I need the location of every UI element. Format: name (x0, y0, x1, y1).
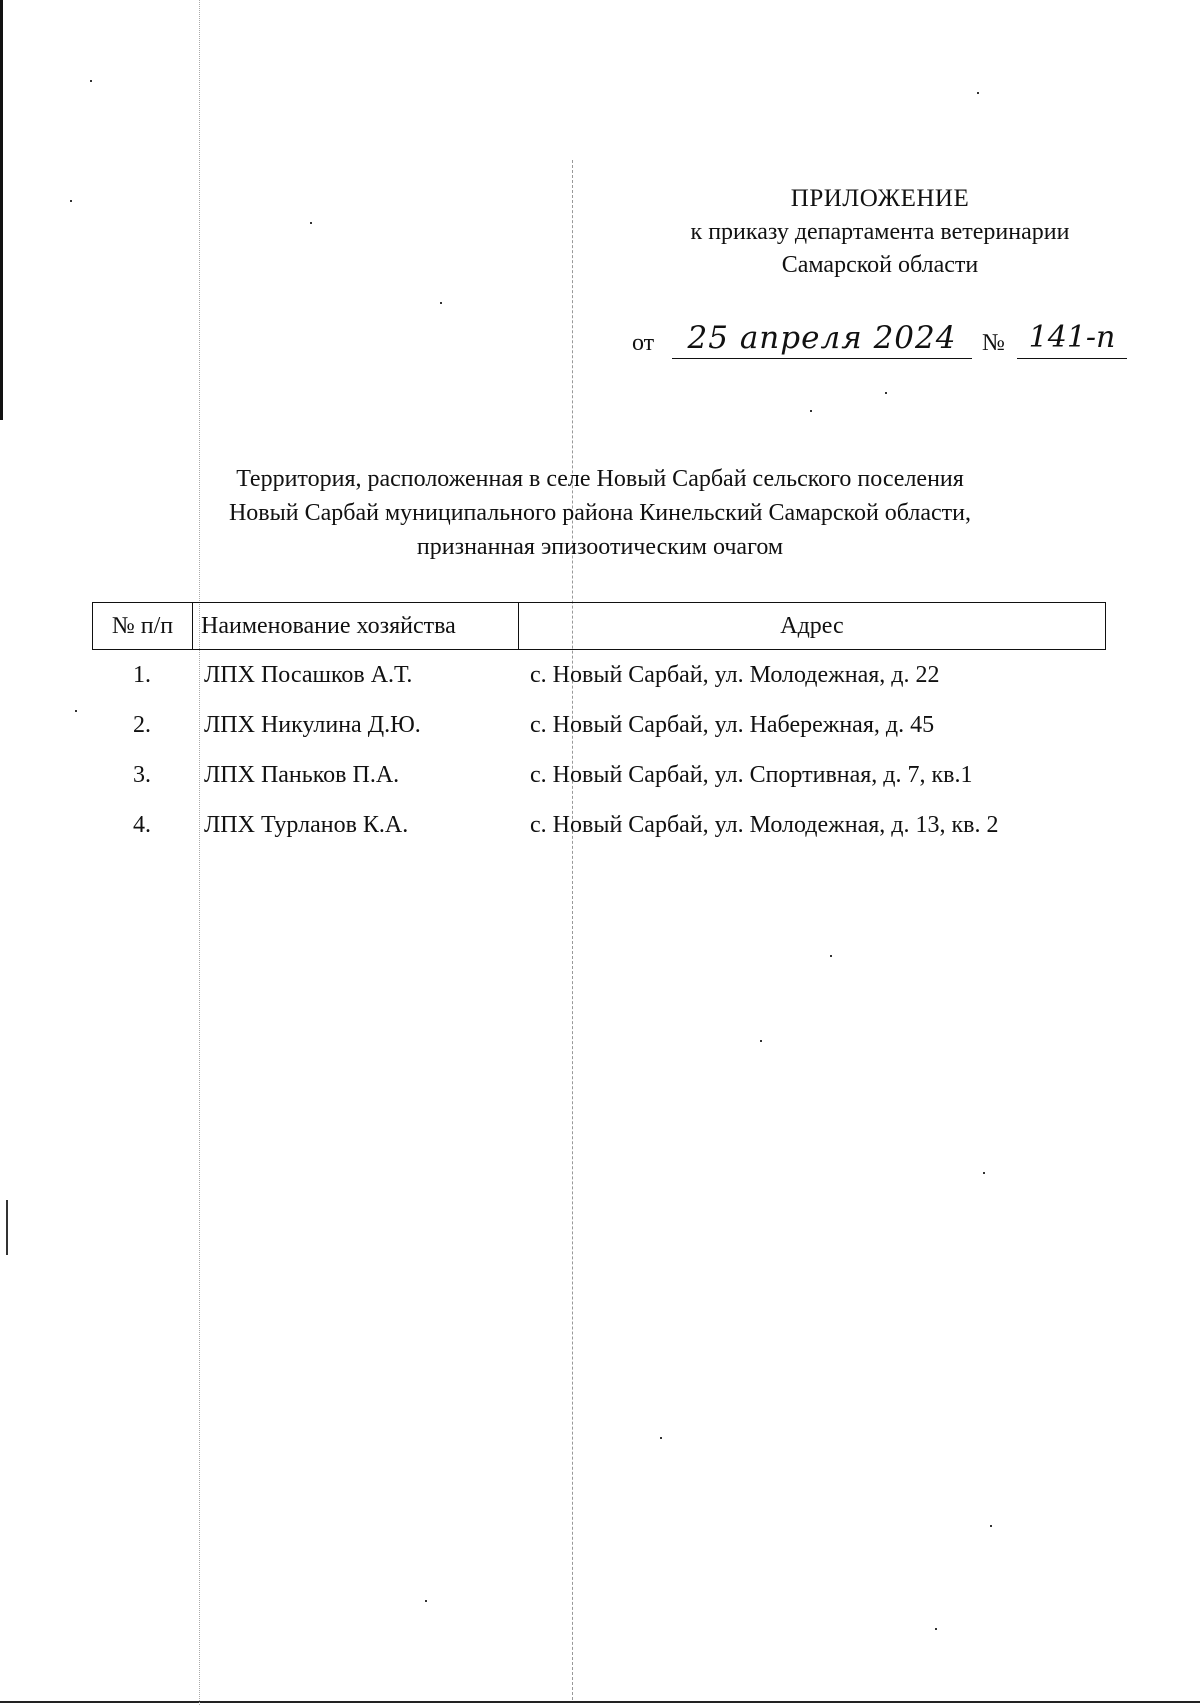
scan-speck (983, 1172, 985, 1174)
appendix-title: ПРИЛОЖЕНИЕ (790, 185, 970, 212)
scan-speck (885, 392, 887, 394)
order-number-handwritten: 141-п (1017, 318, 1127, 359)
farms-table (92, 602, 1106, 850)
scan-edge-left (0, 0, 3, 420)
farm-name: ЛПХ Паньков П.А. (204, 761, 400, 788)
scan-speck (810, 410, 812, 412)
appendix-subtitle-line1: к приказу департамента ветеринарии (690, 219, 1070, 245)
column-header-farm-name: Наименование хозяйства (193, 603, 519, 649)
order-date-handwritten: 25 апреля 2024 (672, 318, 972, 359)
farm-name: ЛПХ Турланов К.А. (204, 811, 409, 838)
scan-speck (90, 80, 92, 82)
table-row (92, 750, 1106, 800)
farm-address: с. Новый Сарбай, ул. Молодежная, д. 22 (530, 661, 940, 688)
scan-speck (935, 1628, 937, 1630)
scan-speck (977, 92, 979, 94)
table-row (92, 650, 1106, 700)
farm-address: с. Новый Сарбай, ул. Молодежная, д. 13, кв. 2 (530, 811, 999, 838)
scan-speck (990, 1525, 992, 1527)
scan-speck (70, 200, 72, 202)
territory-title (180, 462, 1020, 564)
order-date-prefix: от (632, 330, 655, 356)
territory-title-line2: Новый Сарбай муниципального района Кинельский Самарской области, (228, 500, 972, 526)
order-number-sign: № (982, 330, 1005, 356)
table-row (92, 800, 1106, 850)
scan-speck (425, 1600, 427, 1602)
row-number: 2. (133, 711, 151, 738)
farm-address: с. Новый Сарбай, ул. Набережная, д. 45 (530, 711, 935, 738)
scan-speck (660, 1437, 662, 1439)
column-header-address: Адрес (780, 613, 844, 639)
row-number: 4. (133, 811, 151, 838)
scan-speck (440, 302, 442, 304)
row-number: 3. (133, 761, 151, 788)
table-row (92, 700, 1106, 750)
farm-address: с. Новый Сарбай, ул. Спортивная, д. 7, кв.1 (530, 761, 973, 788)
row-number: 1. (133, 661, 151, 688)
column-header-number: № п/п (93, 603, 193, 649)
table-header-row (92, 602, 1106, 650)
territory-title-line1: Территория, расположенная в селе Новый Сарбай сельского поселения (236, 466, 964, 492)
scan-fold-line (572, 160, 573, 1700)
farm-name: ЛПХ Посашков А.Т. (204, 661, 413, 688)
scan-fold-line (199, 0, 200, 1705)
farm-name: ЛПХ Никулина Д.Ю. (204, 711, 421, 738)
territory-title-line3: признанная эпизоотическим очагом (416, 534, 784, 560)
scan-speck (760, 1040, 762, 1042)
scan-speck (75, 710, 77, 712)
appendix-header (640, 182, 1120, 282)
scan-speck (310, 222, 312, 224)
scan-edge-bottom (0, 1701, 1200, 1703)
appendix-subtitle-line2: Самарской области (781, 252, 979, 278)
scan-edge-mark (6, 1200, 8, 1255)
scan-speck (830, 955, 832, 957)
